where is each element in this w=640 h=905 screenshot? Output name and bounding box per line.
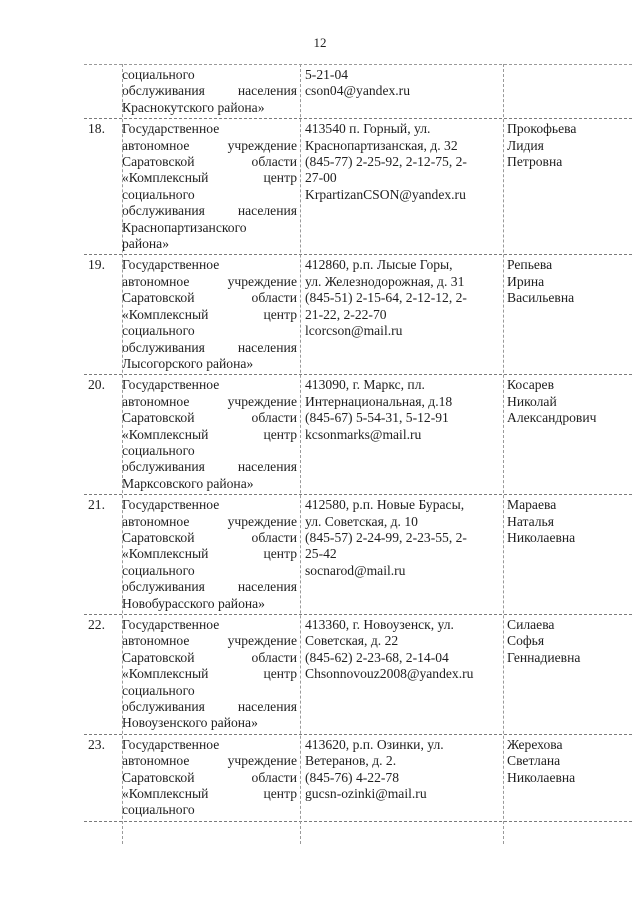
contact-line: (845-51) 2-15-64, 2-12-12, 2- [305, 290, 467, 306]
org-line: автономное учреждение [122, 137, 297, 153]
org-line: Лысогорского района» [122, 355, 254, 371]
org-name-cell [122, 495, 300, 614]
contact-line: 21-22, 2-22-70 [305, 306, 387, 322]
table-row-continuation [84, 64, 632, 119]
contact-email: cson04@yandex.ru [305, 83, 411, 99]
column-divider [122, 64, 123, 844]
table-row [84, 495, 632, 615]
contact-line: 413620, р.п. Озинки, ул. [305, 736, 444, 752]
head-name-line: Мараева [507, 497, 557, 513]
head-name-cell [503, 615, 632, 734]
contacts-cell [300, 119, 503, 254]
org-line: обслуживания населения [122, 83, 297, 99]
org-line: района» [122, 236, 170, 252]
contact-line: 412580, р.п. Новые Бурасы, [305, 497, 465, 513]
head-name-line: Васильевна [507, 290, 575, 306]
table-row [84, 615, 632, 735]
org-line: социального [122, 323, 195, 339]
contact-line: (845-67) 5-54-31, 5-12-91 [305, 410, 449, 426]
contacts-cell [300, 495, 503, 614]
org-line: автономное учреждение [122, 273, 297, 289]
head-name-line: Светлана [507, 753, 561, 769]
org-line: социального [122, 186, 195, 202]
contact-line: Chsonnovouz2008@yandex.ru [305, 666, 474, 682]
row-number: 23. [88, 736, 105, 752]
head-name-line: Николаевна [507, 529, 576, 545]
table-row [84, 255, 632, 375]
org-line: Саратовской области [122, 529, 297, 545]
contact-line: 25-42 [305, 546, 337, 562]
contact-line: 413540 п. Горный, ул. [305, 121, 431, 137]
org-line: Марксовского района» [122, 475, 254, 491]
table-row [84, 375, 632, 495]
org-line: «Комплексный центр [122, 306, 297, 322]
org-name-cell [84, 65, 300, 118]
org-line: социального [122, 562, 195, 578]
head-name-line: Софья [507, 633, 545, 649]
org-line: Краснокутского района» [122, 99, 265, 115]
head-name-cell [503, 495, 632, 614]
contacts-cell [300, 255, 503, 374]
contact-line: socnarod@mail.ru [305, 562, 406, 578]
org-line: Саратовской области [122, 290, 297, 306]
org-line: «Комплексный центр [122, 666, 297, 682]
org-name-cell [122, 375, 300, 494]
head-name-line: Жерехова [507, 736, 563, 752]
contact-line: ул. Железнодорожная, д. 31 [305, 273, 465, 289]
head-name-line: Наталья [507, 513, 554, 529]
contact-line: ул. Советская, д. 10 [305, 513, 418, 529]
contact-line: 5-21-04 [305, 67, 349, 82]
page-number: 12 [313, 35, 327, 50]
head-name-cell [503, 65, 632, 118]
org-line: социального [122, 67, 195, 82]
head-name-line: Петровна [507, 154, 563, 170]
contact-line: (845-77) 2-25-92, 2-12-75, 2- [305, 154, 467, 170]
org-line: автономное учреждение [122, 393, 297, 409]
head-name-line: Прокофьева [507, 121, 577, 137]
contact-line: Краснопартизанская, д. 32 [305, 137, 458, 153]
org-line: «Комплексный центр [122, 786, 297, 802]
org-line: Краснопартизанского [122, 219, 247, 235]
org-line: Новоузенского района» [122, 715, 258, 731]
org-line: автономное учреждение [122, 633, 297, 649]
row-number: 20. [88, 377, 105, 393]
org-line: социального [122, 442, 195, 458]
head-name-line: Николаевна [507, 769, 576, 785]
head-name-line: Силаева [507, 617, 555, 632]
org-line: Государственное [122, 497, 220, 513]
column-divider [300, 64, 301, 844]
head-name-cell [503, 375, 632, 494]
institutions-table [84, 64, 632, 822]
contact-line: 27-00 [305, 170, 337, 186]
contacts-cell [300, 735, 503, 821]
table-row [84, 735, 632, 822]
row-number: 18. [88, 121, 105, 137]
head-name-cell [503, 255, 632, 374]
contact-line: (845-76) 4-22-78 [305, 769, 400, 785]
head-name-line: Лидия [507, 137, 544, 153]
contact-line: (845-62) 2-23-68, 2-14-04 [305, 649, 449, 665]
contact-line: lcorcson@mail.ru [305, 323, 403, 339]
head-name-cell [503, 119, 632, 254]
org-line: «Комплексный центр [122, 170, 297, 186]
head-name-line: Александрович [507, 410, 597, 426]
org-line: обслуживания населения [122, 459, 297, 475]
org-name-cell [122, 615, 300, 734]
org-line: «Комплексный центр [122, 426, 297, 442]
org-line: Государственное [122, 736, 220, 752]
row-number: 21. [88, 497, 105, 513]
contact-line: 413360, г. Новоузенск, ул. [305, 617, 454, 632]
contact-line: Ветеранов, д. 2. [305, 753, 397, 769]
org-line: автономное учреждение [122, 753, 297, 769]
contact-line: kcsonmarks@mail.ru [305, 426, 422, 442]
contact-line: 413090, г. Маркс, пл. [305, 377, 425, 393]
contact-line: gucsn-ozinki@mail.ru [305, 786, 427, 802]
org-line: автономное учреждение [122, 513, 297, 529]
column-divider [503, 64, 504, 844]
contact-line: (845-57) 2-24-99, 2-23-55, 2- [305, 529, 467, 545]
org-line: Государственное [122, 377, 220, 393]
org-line: обслуживания населения [122, 699, 297, 715]
org-name-cell [122, 119, 300, 254]
org-line: обслуживания населения [122, 203, 297, 219]
org-name-cell [122, 735, 300, 821]
table-row [84, 119, 632, 255]
org-line: «Комплексный центр [122, 546, 297, 562]
org-line: Новобурасского района» [122, 595, 265, 611]
org-line: обслуживания населения [122, 579, 297, 595]
contact-line: 412860, р.п. Лысые Горы, [305, 257, 453, 273]
org-line: Саратовской области [122, 769, 297, 785]
org-name-cell [122, 255, 300, 374]
org-line: Саратовской области [122, 154, 297, 170]
org-line: Государственное [122, 257, 220, 273]
contact-line: Советская, д. 22 [305, 633, 399, 649]
org-line: Государственное [122, 121, 220, 137]
contacts-cell [300, 375, 503, 494]
head-name-cell [503, 735, 632, 821]
row-number: 19. [88, 257, 105, 273]
head-name-line: Косарев [507, 377, 555, 393]
org-line: Государственное [122, 617, 220, 632]
head-name-line: Ирина [507, 273, 545, 289]
org-line: обслуживания населения [122, 339, 297, 355]
org-line: социального [122, 682, 195, 698]
row-number: 22. [88, 617, 105, 632]
contact-line: KrpartizanCSON@yandex.ru [305, 186, 466, 202]
head-name-line: Геннадиевна [507, 649, 581, 665]
contacts-cell [300, 65, 503, 118]
contact-line: Интернациональная, д.18 [305, 393, 453, 409]
org-line: социального [122, 802, 195, 818]
head-name-line: Репьева [507, 257, 553, 273]
org-line: Саратовской области [122, 410, 297, 426]
contacts-cell [300, 615, 503, 734]
org-line: Саратовской области [122, 649, 297, 665]
head-name-line: Николай [507, 393, 557, 409]
